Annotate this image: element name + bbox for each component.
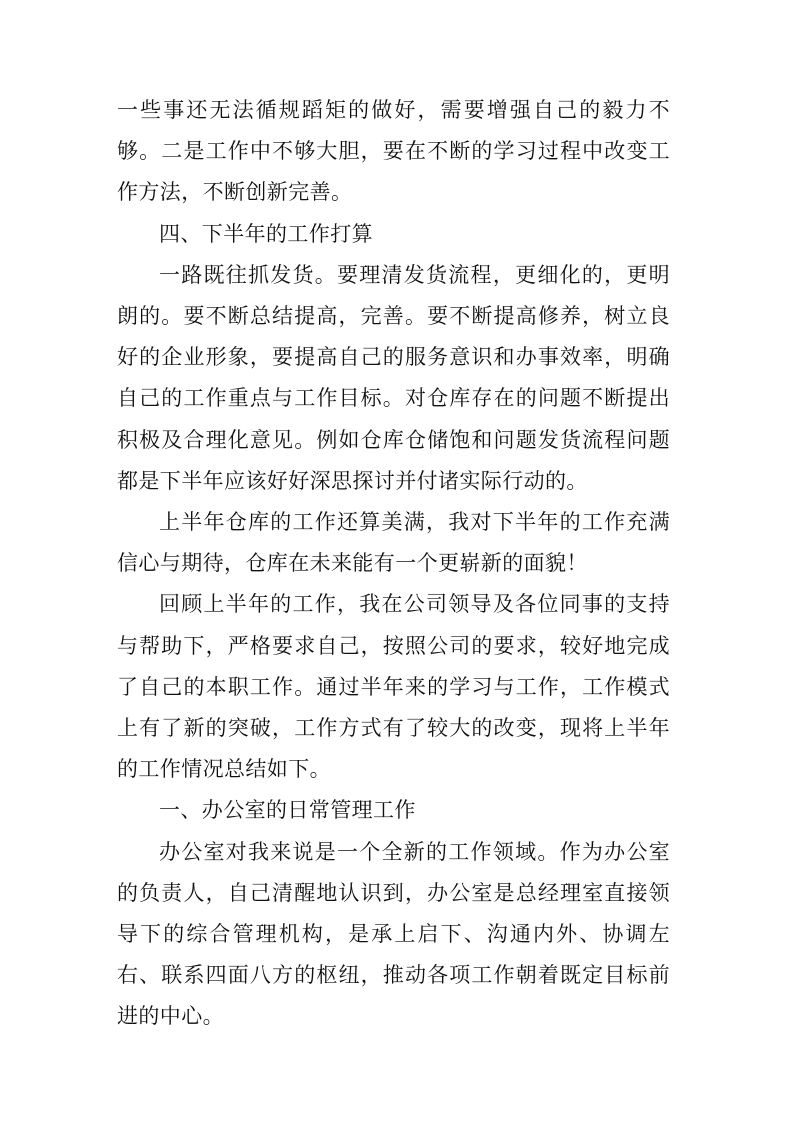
paragraph-office-role: 办公室对我来说是一个全新的工作领域。作为办公室的负责人，自己清醒地认识到，办公室是总经理室直接领导下的综合管理机构，是承上启下、沟通内外、协调左右、联系四面八方的枢纽，推动各项工作朝着既定目标前进的中心。 <box>117 839 670 1029</box>
section-heading-office-management: 一、办公室的日常管理工作 <box>159 798 416 823</box>
paragraph-review-intro: 回顾上半年的工作，我在公司领导及各位同事的支持与帮助下，严格要求自己，按照公司的要求，较好地完成了自己的本职工作。通过半年来的学习与工作，工作模式上有了新的突破，工作方式有了较大的改变，现将上半年的工作情况总结如下。 <box>117 592 670 782</box>
paragraph-continuation: 一些事还无法循规蹈矩的做好，需要增强自己的毅力不够。二是工作中不够大胆，要在不断的学习过程中改变工作方法，不断创新完善。 <box>117 98 670 205</box>
document-body <box>117 90 670 1038</box>
paragraph-shipping-plan: 一路既往抓发货。要理清发货流程，更细化的，更明朗的。要不断总结提高，完善。要不断提高修养，树立良好的企业形象，要提高自己的服务意识和办事效率，明确自己的工作重点与工作目标。对仓库存在的问题不断提出积极及合理化意见。例如仓库仓储饱和问题发货流程问题都是下半年应该好好深思探讨并付诸实际行动的。 <box>117 262 670 493</box>
paragraph-warehouse-outlook: 上半年仓库的工作还算美满，我对下半年的工作充满信心与期待，仓库在未来能有一个更崭新的面貌！ <box>117 510 670 576</box>
section-heading-second-half-plan: 四、下半年的工作打算 <box>159 221 373 246</box>
